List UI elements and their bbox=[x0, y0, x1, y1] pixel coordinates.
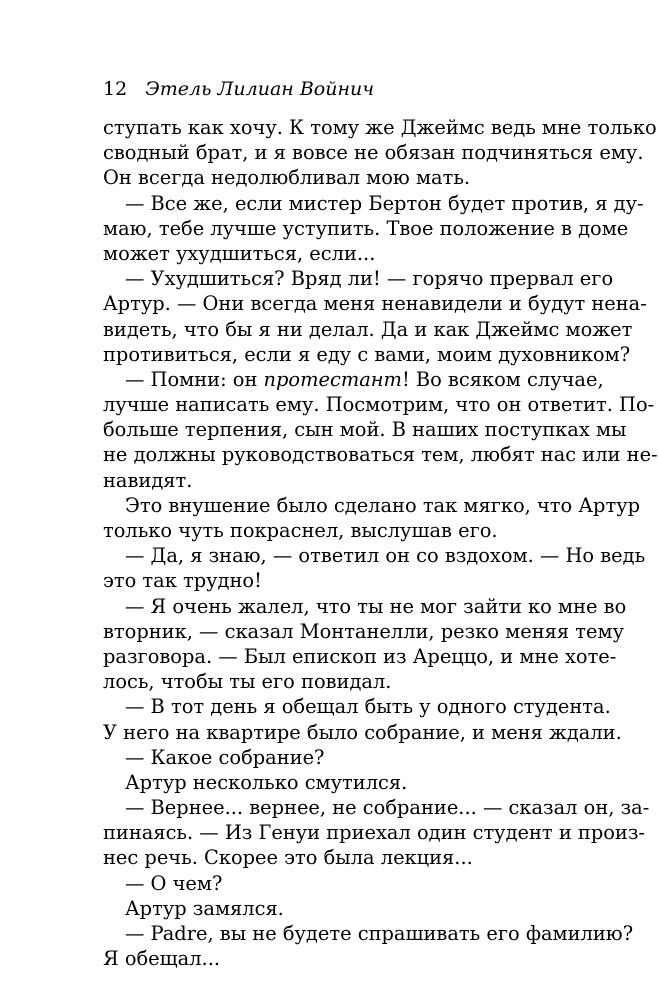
text-line: Это внушение было сделано так мягко, что Артур bbox=[125, 493, 641, 517]
text-line: сводный брат, и я вовсе не обязан подчиняться ему. bbox=[103, 141, 644, 165]
running-title: Этель Лилиан Войнич bbox=[145, 78, 375, 100]
text-line: — Ухудшиться? Вряд ли! — горячо прервал его bbox=[125, 267, 614, 291]
body-text bbox=[103, 115, 658, 971]
book-page bbox=[103, 78, 658, 971]
text-line: — Какое собрание? bbox=[125, 745, 325, 769]
text-line: только чуть покраснел, выслушав его. bbox=[103, 519, 498, 542]
text-line: Я обещал... bbox=[103, 947, 221, 971]
text-line: разговора. — Был епископ из Ареццо, и мне хоте- bbox=[103, 644, 617, 668]
text-line: противиться, если я еду с вами, моим духовником? bbox=[103, 342, 631, 366]
text-line: больше терпения, сын мой. В наших поступках мы bbox=[103, 418, 627, 442]
text-line: — О чем? bbox=[125, 871, 223, 895]
text-line: нес речь. Скорее это была лекция... bbox=[103, 846, 473, 870]
text-line: У него на квартире было собрание, и меня ждали. bbox=[103, 720, 622, 744]
text-line: — Вернее... вернее, не собрание... — сказал он, за- bbox=[125, 796, 650, 820]
text-line: пинаясь. — Из Генуи приехал один студент и произ- bbox=[103, 821, 645, 845]
text-line: Артур несколько смутился. bbox=[125, 770, 408, 794]
text-line: вторник, — сказал Монтанелли, резко меняя тему bbox=[103, 619, 624, 643]
text-line: навидят. bbox=[103, 468, 193, 492]
text-line: маю, тебе лучше уступить. Твое положение в доме bbox=[103, 216, 629, 240]
text-line: — Помни: он протестант! Во всяком случае, bbox=[125, 367, 604, 391]
text-line: — Да, я знаю, — ответил он со вздохом. — Но ведь bbox=[125, 544, 646, 568]
text-line: — Я очень жалел, что ты не мог зайти ко мне во bbox=[125, 594, 627, 618]
text-line: видеть, что бы я ни делал. Да и как Джеймс может bbox=[103, 317, 633, 341]
text-line: Артур замялся. bbox=[125, 896, 284, 920]
text-line: — Все же, если мистер Бертон будет против, я ду- bbox=[125, 191, 644, 215]
text-line: Он всегда недолюбливал мою мать. bbox=[103, 166, 471, 190]
text-line: — Padre, вы не будете спрашивать его фамилию? bbox=[125, 922, 634, 945]
text-line: лось, чтобы ты его повидал. bbox=[103, 670, 392, 694]
page-number: 12 bbox=[103, 78, 128, 100]
italic-word: протестант bbox=[263, 367, 402, 391]
text-line: лучше написать ему. Посмотрим, что он ответит. По- bbox=[103, 393, 655, 417]
text-line: может ухудшиться, если... bbox=[103, 241, 376, 265]
text-line: не должны руководствоваться тем, любят нас или не- bbox=[103, 443, 658, 467]
text-line: — В тот день я обещал быть у одного студента. bbox=[125, 695, 611, 719]
text-line: это так трудно! bbox=[103, 569, 262, 593]
text-line: ступать как хочу. К тому же Джеймс ведь мне только bbox=[103, 116, 657, 139]
running-header bbox=[103, 78, 569, 100]
text-line: Артур. — Они всегда меня ненавидели и будут нена- bbox=[103, 292, 647, 316]
